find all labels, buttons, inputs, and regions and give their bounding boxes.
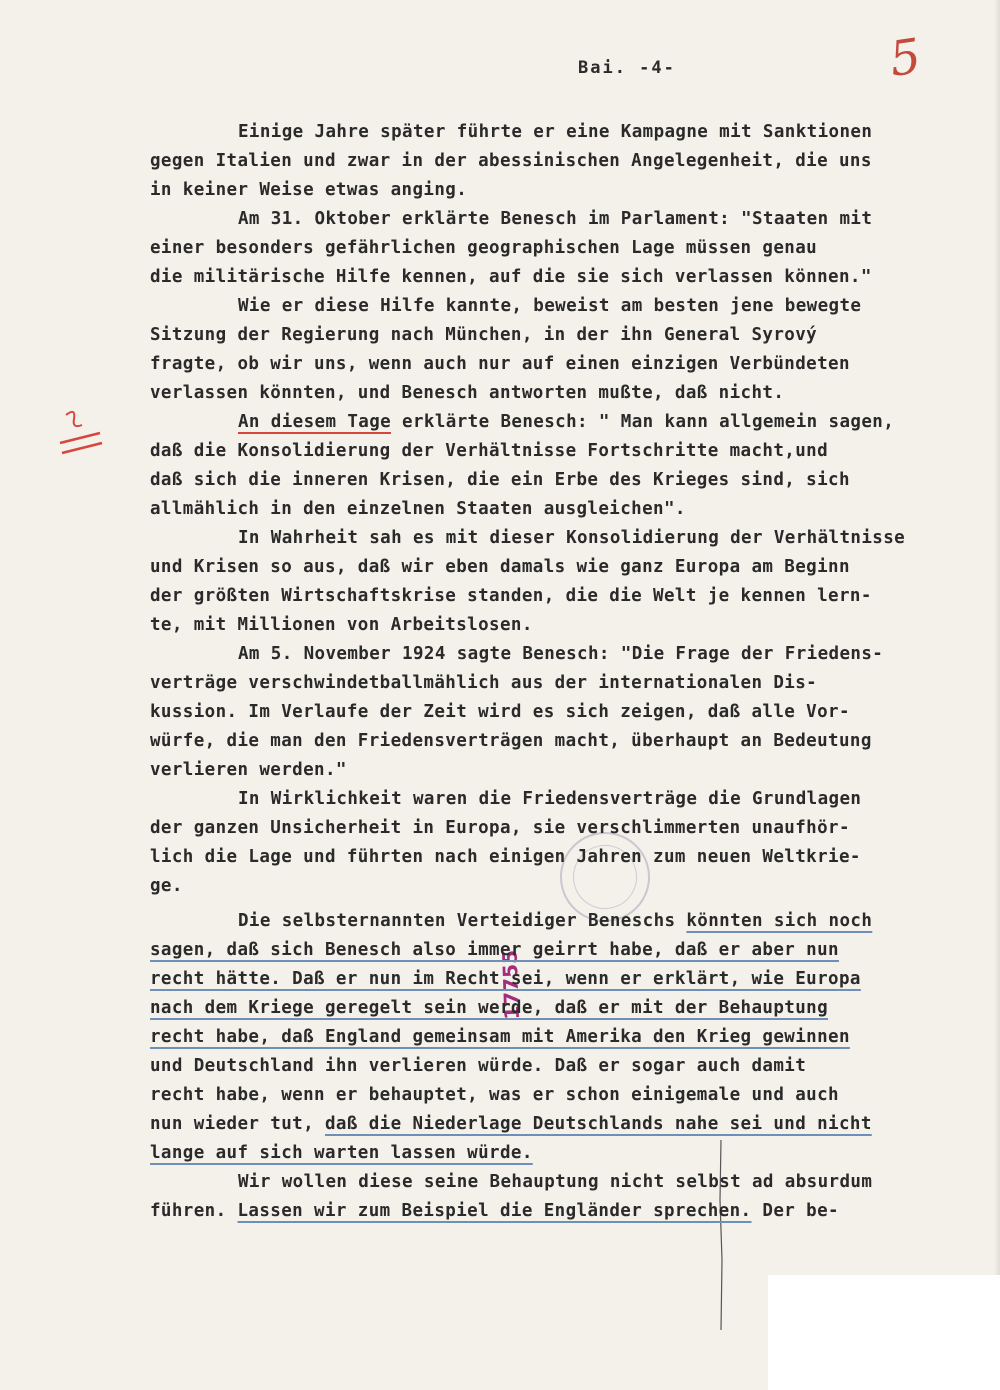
text-line: der ganzen Unsicherheit in Europa, sie verschlimmerten unaufhör- xyxy=(150,818,850,838)
text-span: Die selbsternannten Verteidiger Beneschs xyxy=(238,911,687,931)
text-span: führen. xyxy=(150,1201,238,1221)
text-line: te, mit Millionen von Arbeitslosen. xyxy=(150,615,533,635)
text-line: ge. xyxy=(150,876,183,896)
text-line xyxy=(150,1110,965,1139)
text-line: und Deutschland ihn verlieren würde. Daß er sogar auch damit xyxy=(150,1056,807,1076)
blue-underlined-phrase: sagen, daß sich Benesch also immer geirrt habe, daß er aber nun xyxy=(150,940,839,960)
text-line: fragte, ob wir uns, wenn auch nur auf einen einzigen Verbündeten xyxy=(150,354,850,374)
text-line xyxy=(150,907,965,936)
text-line: verlassen könnten, und Benesch antworten mußte, daß nicht. xyxy=(150,383,785,403)
text-line: daß sich die inneren Krisen, die ein Erbe des Krieges sind, sich xyxy=(150,470,850,490)
blue-underlined-phrase: nach dem Kriege geregelt sein werde, daß er mit der Behauptung xyxy=(150,998,829,1018)
text-line: Am 31. Oktober erklärte Benesch im Parlament: "Staaten mit xyxy=(238,209,873,229)
text-line: Am 5. November 1924 sagte Benesch: "Die Frage der Friedens- xyxy=(238,644,884,664)
text-line: lich die Lage und führten nach einigen Jahren zum neuen Weltkrie- xyxy=(150,847,861,867)
text-line: Wir wollen diese seine Behauptung nicht selbst ad absurdum xyxy=(238,1172,873,1192)
blue-underlined-phrase: recht habe, daß England gemeinsam mit Amerika den Krieg gewinnen xyxy=(150,1027,850,1047)
text-line: die militärische Hilfe kennen, auf die sie sich verlassen können." xyxy=(150,267,872,287)
text-line xyxy=(150,1139,965,1168)
text-span: erklärte Benesch: " Man kann allgemein sagen, xyxy=(391,412,895,432)
text-line: gegen Italien und zwar in der abessinischen Angelegenheit, die uns xyxy=(150,151,872,171)
text-line: der größten Wirtschaftskrise standen, die die Welt je kennen lern- xyxy=(150,586,872,606)
text-line xyxy=(150,994,965,1023)
text-line xyxy=(150,1023,965,1052)
text-line: würfe, die man den Friedensverträgen macht, überhaupt an Bedeutung xyxy=(150,731,872,751)
text-line: und Krisen so aus, daß wir eben damals wie ganz Europa am Beginn xyxy=(150,557,850,577)
text-line xyxy=(150,1197,965,1226)
text-span: nun wieder tut, xyxy=(150,1114,325,1134)
blue-underlined-phrase: Lassen wir zum Beispiel die Engländer sprechen. xyxy=(237,1201,752,1221)
handwritten-page-number: 5 xyxy=(886,28,925,88)
text-line: kussion. Im Verlaufe der Zeit wird es sich zeigen, daß alle Vor- xyxy=(150,702,850,722)
blue-underlined-phrase: könnten sich noch xyxy=(686,911,873,931)
text-line: verträge verschwindetballmählich aus der internationalen Dis- xyxy=(150,673,818,693)
text-line: in keiner Weise etwas anging. xyxy=(150,180,468,200)
text-line: recht habe, wenn er behauptet, was er schon einigemale und auch xyxy=(150,1085,839,1105)
blue-underlined-phrase: daß die Niederlage Deutschlands nahe sei und nicht xyxy=(324,1114,872,1134)
text-line: allmählich in den einzelnen Staaten ausgleichen". xyxy=(150,499,686,519)
text-line xyxy=(150,965,965,994)
text-span: Der be- xyxy=(751,1201,839,1221)
blue-underlined-phrase: lange auf sich warten lassen würde. xyxy=(150,1143,533,1163)
text-line: daß die Konsolidierung der Verhältnisse Fortschritte macht,und xyxy=(150,441,829,461)
text-line xyxy=(150,936,965,965)
red-margin-mark-icon xyxy=(56,405,106,465)
text-line: Sitzung der Regierung nach München, in der ihn General Syrový xyxy=(150,325,818,345)
text-line: Wie er diese Hilfe kannte, beweist am besten jene bewegte xyxy=(238,296,862,316)
text-line: In Wirklichkeit waren die Friedensverträge die Grundlagen xyxy=(238,789,862,809)
text-line xyxy=(150,408,965,437)
text-line: einer besonders gefährlichen geographischen Lage müssen genau xyxy=(150,238,818,258)
page-header: Bai. -4- xyxy=(578,58,676,78)
page-edge-shadow xyxy=(994,0,1000,1390)
text-line: verlieren werden." xyxy=(150,760,347,780)
document-body xyxy=(150,118,965,1226)
archive-number: 17755 xyxy=(497,949,524,1020)
text-line: In Wahrheit sah es mit dieser Konsolidierung der Verhältnisse xyxy=(238,528,906,548)
scan-blank-corner xyxy=(768,1275,1000,1390)
red-underlined-phrase: An diesem Tage xyxy=(238,412,392,432)
text-line: Einige Jahre später führte er eine Kampagne mit Sanktionen xyxy=(238,122,873,142)
blue-underlined-phrase: recht hätte. Daß er nun im Recht sei, wenn er erklärt, wie Europa xyxy=(150,969,861,989)
